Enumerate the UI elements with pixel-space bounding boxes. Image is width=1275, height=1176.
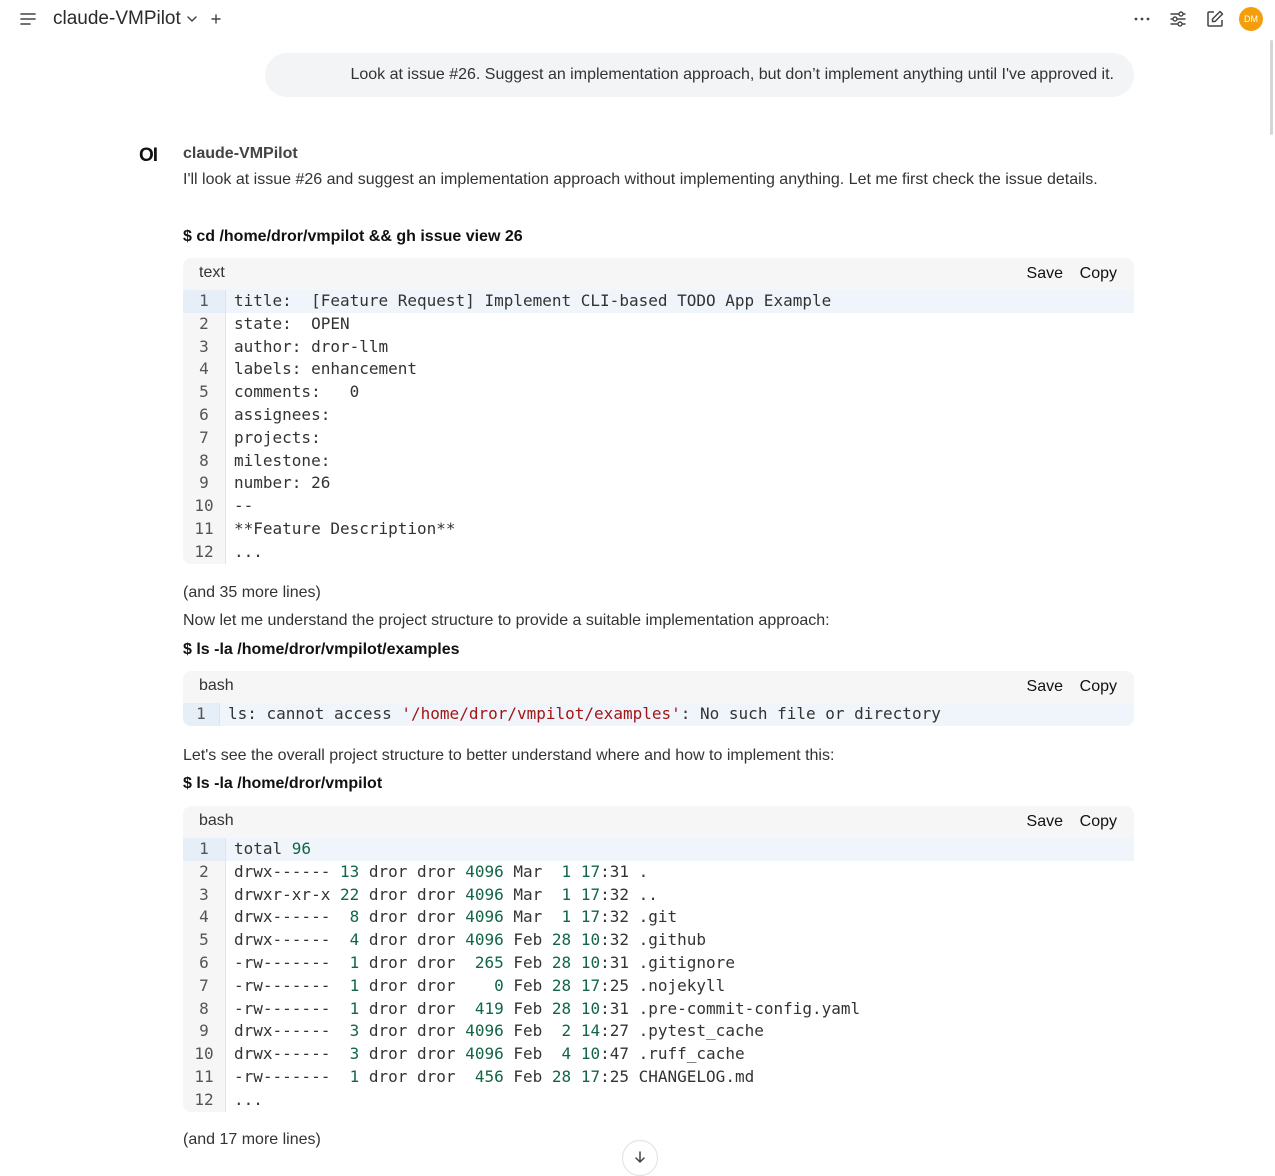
line-number: 8	[183, 998, 226, 1021]
code-line: 7 -rw------- 1 dror dror 0 Feb 28 17:25 .nojekyll	[183, 975, 1134, 998]
line-number: 11	[183, 518, 226, 541]
more-icon[interactable]	[1132, 9, 1152, 29]
save-button[interactable]: Save	[1026, 265, 1063, 282]
code-line: 3 drwxr-xr-x 22 dror dror 4096 Mar 1 17:32 ..	[183, 884, 1134, 907]
line-number: 1	[183, 838, 226, 861]
code-line: 11 **Feature Description**	[183, 518, 1134, 541]
menu-icon[interactable]	[18, 9, 38, 29]
save-button[interactable]: Save	[1026, 678, 1063, 695]
line-number: 1	[183, 703, 220, 726]
command-2: $ ls -la /home/dror/vmpilot/examples	[183, 641, 460, 658]
more-lines-note: (and 35 more lines)	[183, 584, 321, 601]
code-line: 4 labels: enhancement	[183, 358, 1134, 381]
code-line: 1 ls: cannot access '/home/dror/vmpilot/examples': No such file or directory	[183, 703, 1134, 726]
code-line: 11 -rw------- 1 dror dror 456 Feb 28 17:25 CHANGELOG.md	[183, 1066, 1134, 1089]
assistant-paragraph: Now let me understand the project structure to provide a suitable implementation approach:	[183, 612, 830, 629]
code-body[interactable]	[183, 838, 1134, 1112]
copy-button[interactable]: Copy	[1079, 813, 1117, 830]
command-3: $ ls -la /home/dror/vmpilot	[183, 775, 383, 792]
code-body[interactable]	[183, 703, 1134, 726]
line-number: 10	[183, 495, 226, 518]
code-line: 5 drwx------ 4 dror dror 4096 Feb 28 10:32 .github	[183, 929, 1134, 952]
code-language-label: text	[199, 264, 225, 281]
line-number: 7	[183, 427, 226, 450]
code-block-ls-examples	[183, 671, 1134, 726]
top-bar	[0, 0, 1275, 38]
command-1: $ cd /home/dror/vmpilot && gh issue view 26	[183, 228, 523, 245]
code-line: 1 total 96	[183, 838, 1134, 861]
line-number: 3	[183, 336, 226, 359]
copy-button[interactable]: Copy	[1079, 265, 1117, 282]
code-line: 2 drwx------ 13 dror dror 4096 Mar 1 17:31 .	[183, 861, 1134, 884]
code-line: 5 comments: 0	[183, 381, 1134, 404]
code-block-header	[183, 258, 1134, 290]
line-number: 12	[183, 541, 226, 564]
chevron-down-icon[interactable]	[184, 11, 200, 27]
assistant-paragraph: Let's see the overall project structure to better understand where and how to implement this:	[183, 747, 835, 764]
line-number: 2	[183, 313, 226, 336]
plus-icon[interactable]	[208, 11, 224, 27]
line-number: 4	[183, 906, 226, 929]
line-number: 9	[183, 1020, 226, 1043]
code-line: 4 drwx------ 8 dror dror 4096 Mar 1 17:32 .git	[183, 906, 1134, 929]
code-language-label: bash	[199, 677, 234, 694]
scroll-down-button[interactable]	[622, 1140, 658, 1176]
code-line: 12 ...	[183, 1089, 1134, 1112]
copy-button[interactable]: Copy	[1079, 678, 1117, 695]
line-number: 11	[183, 1066, 226, 1089]
assistant-name: claude-VMPilot	[183, 145, 298, 162]
more-lines-note: (and 17 more lines)	[183, 1131, 321, 1148]
code-line: 8 milestone:	[183, 450, 1134, 473]
avatar[interactable]: DM	[1239, 7, 1263, 31]
code-line: 9 number: 26	[183, 472, 1134, 495]
line-number: 7	[183, 975, 226, 998]
code-line: 6 assignees:	[183, 404, 1134, 427]
code-line: 8 -rw------- 1 dror dror 419 Feb 28 10:31 .pre-commit-config.yaml	[183, 998, 1134, 1021]
code-line: 12 ...	[183, 541, 1134, 564]
assistant-logo-icon: OI	[139, 145, 158, 166]
code-block-header	[183, 671, 1134, 703]
assistant-intro: I'll look at issue #26 and suggest an implementation approach without implementing anything. Let me first check the issue details.	[183, 171, 1098, 188]
sliders-icon[interactable]	[1168, 9, 1188, 29]
code-line: 10 --	[183, 495, 1134, 518]
edit-icon[interactable]	[1205, 9, 1225, 29]
line-number: 4	[183, 358, 226, 381]
code-body[interactable]	[183, 290, 1134, 564]
line-number: 12	[183, 1089, 226, 1112]
code-block-issue	[183, 258, 1134, 564]
line-number: 10	[183, 1043, 226, 1066]
line-number: 9	[183, 472, 226, 495]
code-line: 7 projects:	[183, 427, 1134, 450]
user-message: Look at issue #26. Suggest an implementation approach, but don’t implement anything until I've approved it.	[265, 53, 1134, 97]
line-number: 6	[183, 404, 226, 427]
code-block-ls-vmpilot	[183, 806, 1134, 1112]
code-block-header	[183, 806, 1134, 838]
line-number: 5	[183, 929, 226, 952]
line-number: 1	[183, 290, 226, 313]
line-number: 2	[183, 861, 226, 884]
line-number: 5	[183, 381, 226, 404]
code-line: 3 author: dror-llm	[183, 336, 1134, 359]
line-number: 3	[183, 884, 226, 907]
code-line: 2 state: OPEN	[183, 313, 1134, 336]
line-number: 6	[183, 952, 226, 975]
code-line: 10 drwx------ 3 dror dror 4096 Feb 4 10:47 .ruff_cache	[183, 1043, 1134, 1066]
code-line: 9 drwx------ 3 dror dror 4096 Feb 2 14:27 .pytest_cache	[183, 1020, 1134, 1043]
scrollbar[interactable]	[1270, 40, 1273, 135]
line-number: 8	[183, 450, 226, 473]
code-line: 6 -rw------- 1 dror dror 265 Feb 28 10:31 .gitignore	[183, 952, 1134, 975]
code-language-label: bash	[199, 812, 234, 829]
model-selector-title[interactable]: claude-VMPilot	[53, 8, 181, 29]
save-button[interactable]: Save	[1026, 813, 1063, 830]
code-line: 1 title: [Feature Request] Implement CLI-based TODO App Example	[183, 290, 1134, 313]
